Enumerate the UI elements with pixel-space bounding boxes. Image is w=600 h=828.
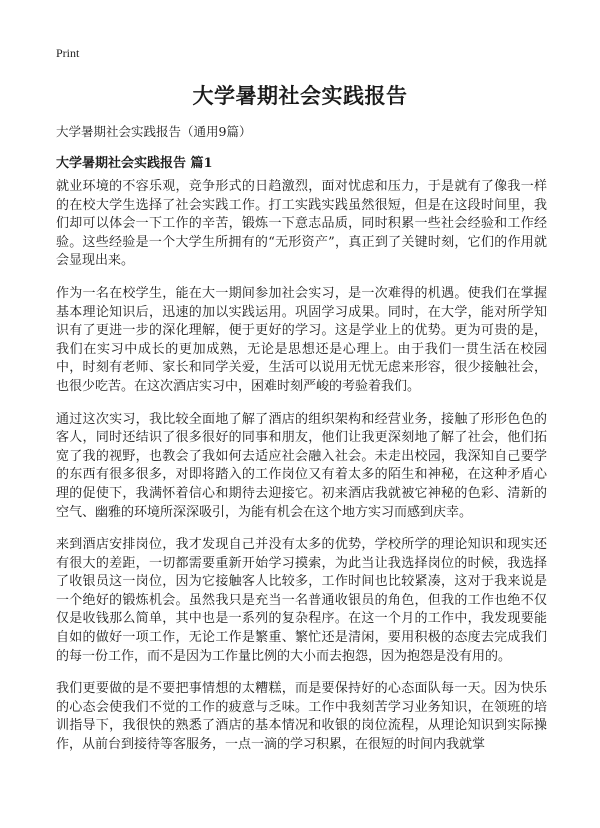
paragraph-2: 作为一名在校学生，能在大一期间参加社会实习，是一次难得的机遇。使我们在掌握基本理论知识后，迅速的加以实践运用。巩固学习成果。同时，在大学，能对所学知识有了更进一步的深化理解，便于更好的学习。这是学业上的优势。更为可贵的是，我们在实习中成长的更加成熟，无论是思想还是心理上。由于我们一贯生活在校园中，时刻有老师、家长和同学关爱，生活可以说用无忧无虑来形容，很少接触社会，也很少吃苦。在这次酒店实习中，困难时刻严峻的考验着我们。	[56, 285, 547, 394]
paragraph-3: 通过这次实习，我比较全面地了解了酒店的组织架构和经营业务，接触了形形色色的客人，同时还结识了很多很好的同事和朋友，他们让我更深刻地了解了社会，他们拓宽了我的视野，也教会了我如何去适应社会融入社会。未走出校园，我深知自己要学的东西有很多很多，对即将踏入的工作岗位又有着太多的陌生和神秘，在这种矛盾心理的促使下，我满怀着信心和期待去迎接它。初来酒店我就被它神秘的色彩、清新的空气、幽雅的环境所深深吸引，为能有机会在这个地方实习而感到庆幸。	[56, 411, 547, 520]
article-body	[56, 178, 547, 769]
paragraph-1: 就业环境的不容乐观，竞争形式的日趋激烈，面对忧虑和压力，于是就有了像我一样的在校大学生选择了社会实践工作。打工实践实践虽然很短，但是在这段时间里，我们却可以体会一下工作的辛苦，锻炼一下意志品质，同时积累一些社会经验和工作经验。这些经验是一个大学生所拥有的“无形资产”，真正到了关键时刻，它们的作用就会显现出来。	[56, 179, 547, 269]
paragraph-5: 我们更要做的是不要把事情想的太糟糕，而是要保持好的心态面队每一天。因为快乐的心态会使我们不觉的工作的疲意与乏味。工作中我刻苦学习业务知识，在领班的培训指导下，我很快的熟悉了酒店的基本情况和收银的岗位流程，从理论知识到实际操作，从前台到接待等客服务，一点一滴的学习积累，在很短的时间内我就掌	[56, 681, 547, 753]
section-heading: 大学暑期社会实践报告 篇1	[56, 156, 213, 171]
paragraph-4: 来到酒店安排岗位，我才发现自己并没有太多的优势，学校所学的理论知识和现实还有很大的差距，一切都需要重新开始学习摸索，为此当让我选择岗位的时候，我选择了收银员这一岗位，因为它接触客人比较多，工作时间也比较紧凑，这对于我来说是一个绝好的锻炼机会。虽然我只是充当一名普通收银员的角色，但我的工作也绝不仅仅是收钱那么简单，其中也是一系列的复杂程序。在这一个月的工作中，我发现要能自如的做好一项工作，无论工作是繁重、繁忙还是清闲，要用积极的态度去完成我们的每一份工作，而不是因为工作量比例的大小而去抱怨，因为抱怨是没有用的。	[56, 537, 547, 664]
document-subtitle: 大学暑期社会实践报告（通用9篇）	[56, 124, 252, 139]
print-link[interactable]: Print	[56, 46, 80, 60]
page-title: 大学暑期社会实践报告	[192, 83, 408, 108]
